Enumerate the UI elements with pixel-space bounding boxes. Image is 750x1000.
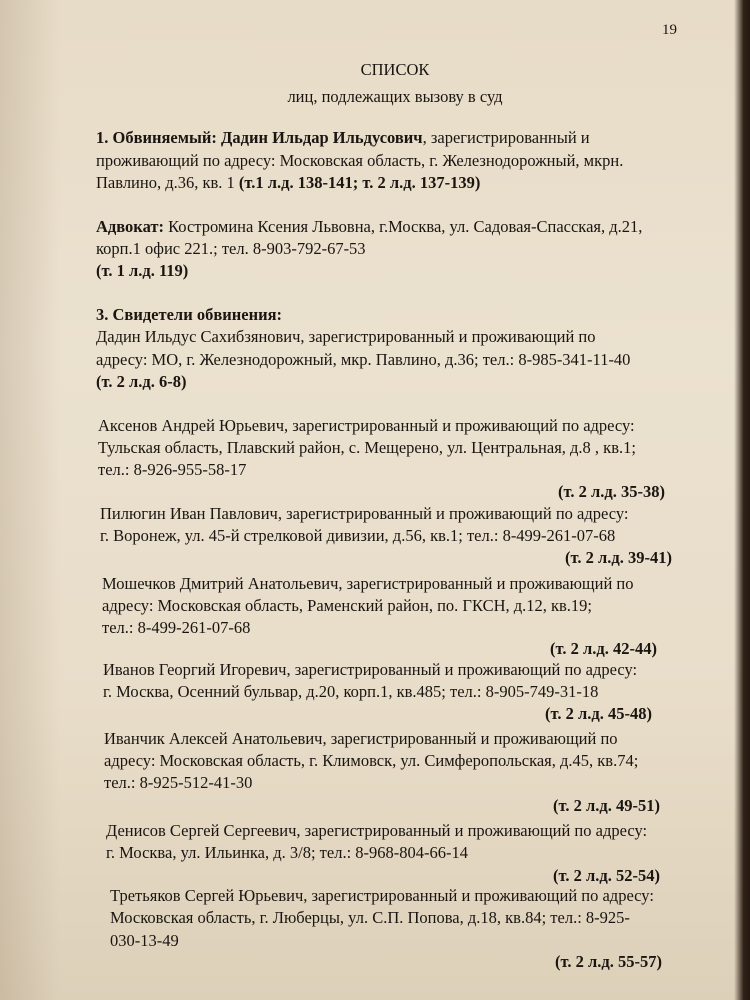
witness-2-case-ref: (т. 2 л.д. 35-38) xyxy=(558,482,665,501)
document-subtitle: лиц, подлежащих вызову в суд xyxy=(287,87,503,106)
witness-6-line-3: тел.: 8-925-512-41-30 xyxy=(104,773,253,792)
witness-1-line-2: адресу: МО, г. Железнодорожный, мкр. Павлино, д.36; тел.: 8-985-341-11-40 xyxy=(96,350,631,369)
accused-line-1 xyxy=(96,128,590,148)
witness-5-line-1: Иванов Георгий Игоревич, зарегистрированный и проживающий по адресу: xyxy=(103,660,638,679)
witness-8-case-ref: (т. 2 л.д. 55-57) xyxy=(555,952,662,971)
accused-label: 1. Обвиняемый: Дадин Ильдар Ильдусович xyxy=(96,128,423,147)
accused-case-ref: (т.1 л.д. 138-141; т. 2 л.д. 137-139) xyxy=(238,173,481,192)
lawyer-label: Адвокат: xyxy=(96,217,164,236)
witness-5-case-ref: (т. 2 л.д. 45-48) xyxy=(545,704,652,723)
witness-1-line-1: Дадин Ильдус Сахибзянович, зарегистрированный и проживающий по xyxy=(96,327,596,346)
accused-line1-rest: , зарегистрированный и xyxy=(422,128,590,147)
witness-4-case-ref: (т. 2 л.д. 42-44) xyxy=(550,639,657,658)
lawyer-line-1 xyxy=(96,217,642,237)
witness-8-line-1: Третьяков Сергей Юрьевич, зарегистрированный и проживающий по адресу: xyxy=(110,886,654,905)
witness-5-line-2: г. Москва, Осенний бульвар, д.20, корп.1, кв.485; тел.: 8-905-749-31-18 xyxy=(103,682,599,701)
lawyer-case-ref: (т. 1 л.д. 119) xyxy=(96,261,189,280)
witness-4-line-3: тел.: 8-499-261-07-68 xyxy=(102,618,251,637)
witness-1-case-ref: (т. 2 л.д. 6-8) xyxy=(96,372,187,391)
witness-7-line-2: г. Москва, ул. Ильинка, д. 3/8; тел.: 8-968-804-66-14 xyxy=(106,843,469,862)
witness-2-line-3: тел.: 8-926-955-58-17 xyxy=(98,460,247,479)
witness-4-line-1: Мошечков Дмитрий Анатольевич, зарегистрированный и проживающий по xyxy=(102,574,634,593)
witness-4-line-2: адресу: Московская область, Раменский район, по. ГКСН, д.12, кв.19; xyxy=(102,596,593,615)
witness-6-line-2: адресу: Московская область, г. Климовск, ул. Симферопольская, д.45, кв.74; xyxy=(104,751,639,770)
lawyer-line1-rest: Костромина Ксения Львовна, г.Москва, ул. Садовая-Спасская, д.21, xyxy=(164,217,643,236)
witness-2-line-2: Тульская область, Плавский район, с. Мещерено, ул. Центральная, д.8 , кв.1; xyxy=(98,438,636,457)
witness-3-case-ref: (т. 2 л.д. 39-41) xyxy=(565,548,672,567)
witnesses-heading: 3. Свидетели обвинения: xyxy=(96,305,283,324)
page-number: 19 xyxy=(662,22,677,38)
accused-address-end: Павлино, д.36, кв. 1 xyxy=(96,173,239,192)
page-shadow xyxy=(0,0,60,1000)
witness-7-line-1: Денисов Сергей Сергеевич, зарегистрированный и проживающий по адресу: xyxy=(106,821,648,840)
witness-6-line-1: Иванчик Алексей Анатольевич, зарегистрированный и проживающий по xyxy=(104,729,618,748)
witness-6-case-ref: (т. 2 л.д. 49-51) xyxy=(553,796,660,815)
lawyer-line-2: корп.1 офис 221.; тел. 8-903-792-67-53 xyxy=(96,239,366,258)
witness-3-line-1: Пилюгин Иван Павлович, зарегистрированный и проживающий по адресу: xyxy=(100,504,629,523)
accused-line-3 xyxy=(96,173,480,193)
witness-8-line-2: Московская область, г. Люберцы, ул. С.П. Попова, д.18, кв.84; тел.: 8-925- xyxy=(110,908,630,927)
background-edge xyxy=(734,0,750,1000)
witness-2-line-1: Аксенов Андрей Юрьевич, зарегистрированный и проживающий по адресу: xyxy=(98,416,635,435)
accused-line-2: проживающий по адресу: Московская область, г. Железнодорожный, мкрн. xyxy=(96,151,624,170)
witness-3-line-2: г. Воронеж, ул. 45-й стрелковой дивизии, д.56, кв.1; тел.: 8-499-261-07-68 xyxy=(100,526,616,545)
witness-7-case-ref: (т. 2 л.д. 52-54) xyxy=(553,866,660,885)
witness-8-line-3: 030-13-49 xyxy=(110,931,179,950)
document-title: СПИСОК xyxy=(360,60,430,79)
